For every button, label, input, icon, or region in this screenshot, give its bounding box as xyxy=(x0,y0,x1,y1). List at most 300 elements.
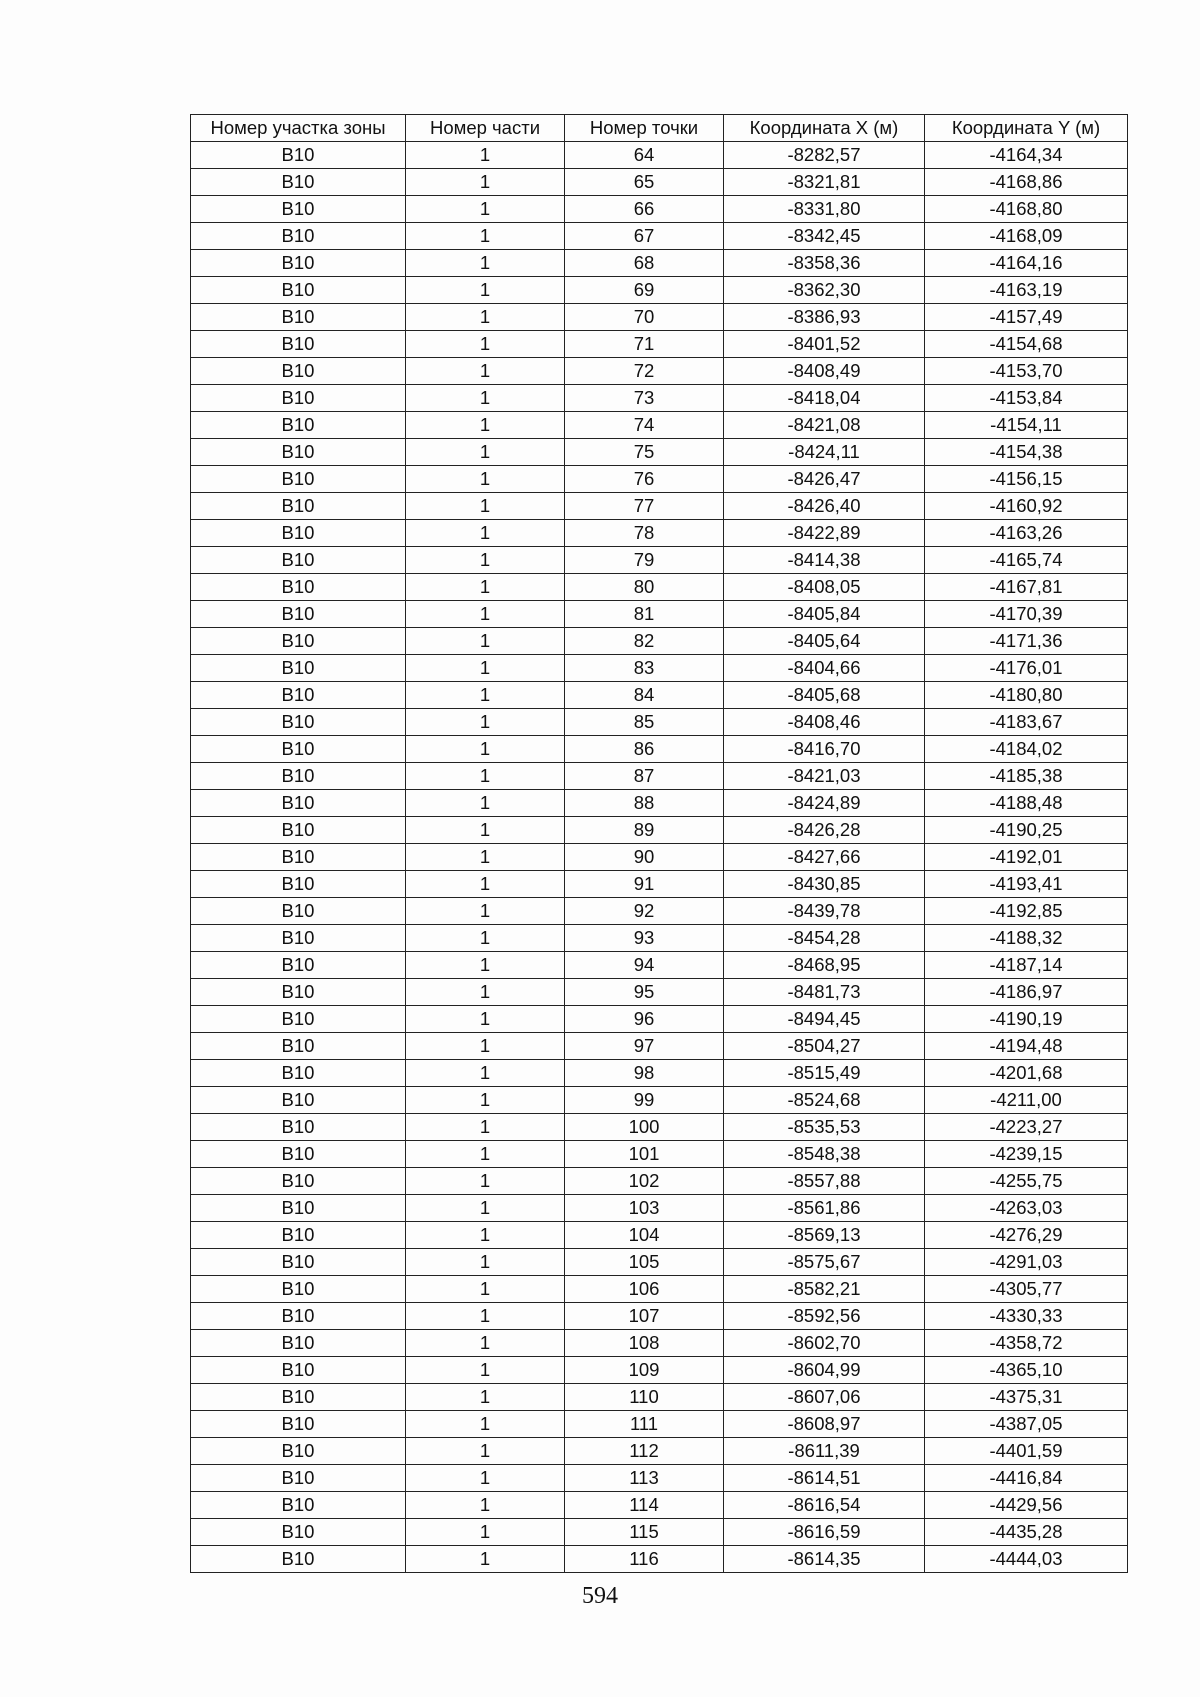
cell-coordinate-x: -8424,89 xyxy=(724,790,925,817)
cell-part-number: 1 xyxy=(406,952,565,979)
cell-point-number: 79 xyxy=(565,547,724,574)
cell-part-number: 1 xyxy=(406,655,565,682)
table-row xyxy=(191,1060,1128,1087)
cell-coordinate-x: -8592,56 xyxy=(724,1303,925,1330)
cell-coordinate-y: -4239,15 xyxy=(925,1141,1128,1168)
cell-coordinate-y: -4365,10 xyxy=(925,1357,1128,1384)
cell-coordinate-y: -4193,41 xyxy=(925,871,1128,898)
cell-coordinate-x: -8405,68 xyxy=(724,682,925,709)
cell-coordinate-x: -8342,45 xyxy=(724,223,925,250)
cell-zone-section: B10 xyxy=(191,142,406,169)
cell-point-number: 97 xyxy=(565,1033,724,1060)
cell-coordinate-x: -8424,11 xyxy=(724,439,925,466)
cell-coordinate-y: -4187,14 xyxy=(925,952,1128,979)
cell-part-number: 1 xyxy=(406,1141,565,1168)
cell-coordinate-x: -8405,64 xyxy=(724,628,925,655)
cell-coordinate-x: -8575,67 xyxy=(724,1249,925,1276)
table-row xyxy=(191,898,1128,925)
cell-coordinate-x: -8569,13 xyxy=(724,1222,925,1249)
cell-coordinate-x: -8416,70 xyxy=(724,736,925,763)
table-row xyxy=(191,358,1128,385)
cell-coordinate-y: -4163,26 xyxy=(925,520,1128,547)
cell-part-number: 1 xyxy=(406,1249,565,1276)
cell-point-number: 83 xyxy=(565,655,724,682)
cell-coordinate-y: -4180,80 xyxy=(925,682,1128,709)
cell-coordinate-y: -4429,56 xyxy=(925,1492,1128,1519)
cell-part-number: 1 xyxy=(406,1519,565,1546)
cell-coordinate-y: -4416,84 xyxy=(925,1465,1128,1492)
cell-coordinate-y: -4165,74 xyxy=(925,547,1128,574)
cell-coordinate-x: -8331,80 xyxy=(724,196,925,223)
table-row xyxy=(191,628,1128,655)
table-row xyxy=(191,871,1128,898)
cell-point-number: 82 xyxy=(565,628,724,655)
table-row xyxy=(191,1492,1128,1519)
cell-part-number: 1 xyxy=(406,709,565,736)
cell-coordinate-y: -4401,59 xyxy=(925,1438,1128,1465)
table-row xyxy=(191,1087,1128,1114)
cell-point-number: 103 xyxy=(565,1195,724,1222)
cell-zone-section: B10 xyxy=(191,304,406,331)
cell-coordinate-y: -4387,05 xyxy=(925,1411,1128,1438)
table-row xyxy=(191,1465,1128,1492)
cell-part-number: 1 xyxy=(406,493,565,520)
cell-point-number: 86 xyxy=(565,736,724,763)
cell-part-number: 1 xyxy=(406,1492,565,1519)
cell-zone-section: B10 xyxy=(191,601,406,628)
cell-point-number: 115 xyxy=(565,1519,724,1546)
cell-zone-section: B10 xyxy=(191,1222,406,1249)
cell-coordinate-y: -4183,67 xyxy=(925,709,1128,736)
cell-coordinate-y: -4153,70 xyxy=(925,358,1128,385)
cell-coordinate-x: -8430,85 xyxy=(724,871,925,898)
header-part-number: Номер части xyxy=(406,115,565,142)
table-row xyxy=(191,1114,1128,1141)
cell-coordinate-y: -4192,85 xyxy=(925,898,1128,925)
table-row xyxy=(191,466,1128,493)
cell-part-number: 1 xyxy=(406,628,565,655)
cell-coordinate-x: -8408,05 xyxy=(724,574,925,601)
cell-coordinate-y: -4192,01 xyxy=(925,844,1128,871)
cell-coordinate-y: -4358,72 xyxy=(925,1330,1128,1357)
cell-coordinate-x: -8426,40 xyxy=(724,493,925,520)
cell-coordinate-x: -8358,36 xyxy=(724,250,925,277)
cell-part-number: 1 xyxy=(406,439,565,466)
cell-coordinate-y: -4188,32 xyxy=(925,925,1128,952)
cell-point-number: 74 xyxy=(565,412,724,439)
cell-part-number: 1 xyxy=(406,358,565,385)
cell-part-number: 1 xyxy=(406,1114,565,1141)
cell-coordinate-y: -4435,28 xyxy=(925,1519,1128,1546)
cell-zone-section: B10 xyxy=(191,1411,406,1438)
table-row xyxy=(191,493,1128,520)
cell-coordinate-y: -4167,81 xyxy=(925,574,1128,601)
cell-coordinate-y: -4157,49 xyxy=(925,304,1128,331)
cell-point-number: 76 xyxy=(565,466,724,493)
table-row xyxy=(191,790,1128,817)
cell-coordinate-x: -8515,49 xyxy=(724,1060,925,1087)
header-point-number: Номер точки xyxy=(565,115,724,142)
cell-part-number: 1 xyxy=(406,979,565,1006)
table-row xyxy=(191,574,1128,601)
table-row xyxy=(191,1384,1128,1411)
cell-zone-section: B10 xyxy=(191,1465,406,1492)
cell-coordinate-x: -8408,46 xyxy=(724,709,925,736)
cell-coordinate-y: -4263,03 xyxy=(925,1195,1128,1222)
cell-part-number: 1 xyxy=(406,790,565,817)
cell-part-number: 1 xyxy=(406,277,565,304)
cell-zone-section: B10 xyxy=(191,709,406,736)
cell-zone-section: B10 xyxy=(191,628,406,655)
cell-zone-section: B10 xyxy=(191,1546,406,1573)
cell-zone-section: B10 xyxy=(191,466,406,493)
cell-part-number: 1 xyxy=(406,142,565,169)
cell-coordinate-y: -4201,68 xyxy=(925,1060,1128,1087)
cell-zone-section: B10 xyxy=(191,1357,406,1384)
cell-part-number: 1 xyxy=(406,601,565,628)
cell-coordinate-y: -4168,80 xyxy=(925,196,1128,223)
table-row xyxy=(191,763,1128,790)
cell-point-number: 70 xyxy=(565,304,724,331)
table-row xyxy=(191,1222,1128,1249)
table-row xyxy=(191,1411,1128,1438)
cell-part-number: 1 xyxy=(406,1357,565,1384)
table-row xyxy=(191,655,1128,682)
cell-coordinate-x: -8504,27 xyxy=(724,1033,925,1060)
cell-coordinate-x: -8494,45 xyxy=(724,1006,925,1033)
cell-coordinate-y: -4185,38 xyxy=(925,763,1128,790)
table-row xyxy=(191,736,1128,763)
cell-coordinate-y: -4170,39 xyxy=(925,601,1128,628)
cell-coordinate-y: -4291,03 xyxy=(925,1249,1128,1276)
cell-part-number: 1 xyxy=(406,1060,565,1087)
cell-coordinate-x: -8616,54 xyxy=(724,1492,925,1519)
cell-zone-section: B10 xyxy=(191,1519,406,1546)
cell-coordinate-x: -8614,35 xyxy=(724,1546,925,1573)
cell-part-number: 1 xyxy=(406,817,565,844)
cell-point-number: 98 xyxy=(565,1060,724,1087)
cell-coordinate-y: -4160,92 xyxy=(925,493,1128,520)
cell-point-number: 92 xyxy=(565,898,724,925)
cell-point-number: 96 xyxy=(565,1006,724,1033)
cell-point-number: 109 xyxy=(565,1357,724,1384)
cell-zone-section: B10 xyxy=(191,547,406,574)
table-row xyxy=(191,304,1128,331)
header-coordinate-y: Координата Y (м) xyxy=(925,115,1128,142)
cell-coordinate-x: -8321,81 xyxy=(724,169,925,196)
table-row xyxy=(191,952,1128,979)
table-row xyxy=(191,1438,1128,1465)
cell-part-number: 1 xyxy=(406,223,565,250)
cell-coordinate-x: -8614,51 xyxy=(724,1465,925,1492)
cell-point-number: 116 xyxy=(565,1546,724,1573)
cell-coordinate-y: -4186,97 xyxy=(925,979,1128,1006)
cell-zone-section: B10 xyxy=(191,763,406,790)
cell-coordinate-y: -4194,48 xyxy=(925,1033,1128,1060)
cell-part-number: 1 xyxy=(406,1303,565,1330)
cell-coordinate-y: -4171,36 xyxy=(925,628,1128,655)
cell-point-number: 113 xyxy=(565,1465,724,1492)
cell-coordinate-x: -8422,89 xyxy=(724,520,925,547)
cell-zone-section: B10 xyxy=(191,223,406,250)
cell-point-number: 101 xyxy=(565,1141,724,1168)
cell-coordinate-x: -8582,21 xyxy=(724,1276,925,1303)
cell-zone-section: B10 xyxy=(191,925,406,952)
table-row xyxy=(191,682,1128,709)
cell-zone-section: B10 xyxy=(191,439,406,466)
cell-coordinate-x: -8408,49 xyxy=(724,358,925,385)
table-row xyxy=(191,1303,1128,1330)
table-row xyxy=(191,817,1128,844)
cell-point-number: 108 xyxy=(565,1330,724,1357)
cell-point-number: 99 xyxy=(565,1087,724,1114)
table-row xyxy=(191,1546,1128,1573)
cell-part-number: 1 xyxy=(406,1438,565,1465)
cell-part-number: 1 xyxy=(406,1465,565,1492)
table-row xyxy=(191,1330,1128,1357)
cell-zone-section: B10 xyxy=(191,169,406,196)
cell-zone-section: B10 xyxy=(191,952,406,979)
cell-zone-section: B10 xyxy=(191,1060,406,1087)
table-row xyxy=(191,1519,1128,1546)
cell-point-number: 69 xyxy=(565,277,724,304)
cell-point-number: 72 xyxy=(565,358,724,385)
cell-part-number: 1 xyxy=(406,412,565,439)
cell-coordinate-y: -4168,09 xyxy=(925,223,1128,250)
table-row xyxy=(191,1141,1128,1168)
table-row xyxy=(191,1168,1128,1195)
cell-coordinate-y: -4223,27 xyxy=(925,1114,1128,1141)
cell-coordinate-x: -8548,38 xyxy=(724,1141,925,1168)
table-header xyxy=(191,115,1128,142)
cell-point-number: 107 xyxy=(565,1303,724,1330)
cell-part-number: 1 xyxy=(406,1411,565,1438)
table-row xyxy=(191,331,1128,358)
cell-coordinate-y: -4164,34 xyxy=(925,142,1128,169)
cell-point-number: 65 xyxy=(565,169,724,196)
cell-coordinate-x: -8607,06 xyxy=(724,1384,925,1411)
cell-point-number: 87 xyxy=(565,763,724,790)
cell-point-number: 81 xyxy=(565,601,724,628)
cell-coordinate-y: -4190,25 xyxy=(925,817,1128,844)
cell-coordinate-x: -8405,84 xyxy=(724,601,925,628)
cell-part-number: 1 xyxy=(406,169,565,196)
cell-coordinate-y: -4153,84 xyxy=(925,385,1128,412)
cell-zone-section: B10 xyxy=(191,385,406,412)
cell-coordinate-x: -8421,03 xyxy=(724,763,925,790)
table-row xyxy=(191,250,1128,277)
cell-point-number: 67 xyxy=(565,223,724,250)
cell-part-number: 1 xyxy=(406,871,565,898)
table-row xyxy=(191,385,1128,412)
table-row xyxy=(191,925,1128,952)
cell-part-number: 1 xyxy=(406,682,565,709)
cell-coordinate-x: -8602,70 xyxy=(724,1330,925,1357)
cell-zone-section: B10 xyxy=(191,736,406,763)
cell-zone-section: B10 xyxy=(191,1249,406,1276)
cell-zone-section: B10 xyxy=(191,655,406,682)
cell-zone-section: B10 xyxy=(191,520,406,547)
cell-coordinate-y: -4154,11 xyxy=(925,412,1128,439)
table-row xyxy=(191,412,1128,439)
table-row xyxy=(191,1357,1128,1384)
cell-coordinate-x: -8454,28 xyxy=(724,925,925,952)
cell-part-number: 1 xyxy=(406,1276,565,1303)
cell-coordinate-x: -8362,30 xyxy=(724,277,925,304)
cell-point-number: 64 xyxy=(565,142,724,169)
table-row xyxy=(191,196,1128,223)
table-row xyxy=(191,979,1128,1006)
cell-point-number: 73 xyxy=(565,385,724,412)
cell-point-number: 110 xyxy=(565,1384,724,1411)
cell-coordinate-x: -8282,57 xyxy=(724,142,925,169)
cell-coordinate-y: -4184,02 xyxy=(925,736,1128,763)
cell-part-number: 1 xyxy=(406,196,565,223)
table-row xyxy=(191,844,1128,871)
cell-zone-section: B10 xyxy=(191,1384,406,1411)
table-row xyxy=(191,1249,1128,1276)
cell-zone-section: B10 xyxy=(191,412,406,439)
table-row xyxy=(191,1006,1128,1033)
cell-coordinate-x: -8427,66 xyxy=(724,844,925,871)
table-row xyxy=(191,1033,1128,1060)
cell-zone-section: B10 xyxy=(191,1438,406,1465)
cell-point-number: 88 xyxy=(565,790,724,817)
cell-part-number: 1 xyxy=(406,1168,565,1195)
table-row xyxy=(191,709,1128,736)
cell-part-number: 1 xyxy=(406,1033,565,1060)
cell-zone-section: B10 xyxy=(191,871,406,898)
cell-part-number: 1 xyxy=(406,547,565,574)
table-row xyxy=(191,547,1128,574)
cell-zone-section: B10 xyxy=(191,250,406,277)
cell-zone-section: B10 xyxy=(191,1168,406,1195)
cell-point-number: 106 xyxy=(565,1276,724,1303)
cell-point-number: 75 xyxy=(565,439,724,466)
cell-point-number: 94 xyxy=(565,952,724,979)
table-row xyxy=(191,439,1128,466)
cell-zone-section: B10 xyxy=(191,277,406,304)
cell-point-number: 93 xyxy=(565,925,724,952)
cell-part-number: 1 xyxy=(406,1087,565,1114)
cell-zone-section: B10 xyxy=(191,493,406,520)
cell-zone-section: B10 xyxy=(191,574,406,601)
cell-coordinate-x: -8404,66 xyxy=(724,655,925,682)
cell-coordinate-y: -4330,33 xyxy=(925,1303,1128,1330)
cell-zone-section: B10 xyxy=(191,817,406,844)
cell-coordinate-y: -4176,01 xyxy=(925,655,1128,682)
table-row xyxy=(191,1195,1128,1222)
cell-coordinate-x: -8401,52 xyxy=(724,331,925,358)
cell-point-number: 85 xyxy=(565,709,724,736)
cell-part-number: 1 xyxy=(406,304,565,331)
cell-part-number: 1 xyxy=(406,736,565,763)
table-row xyxy=(191,169,1128,196)
cell-point-number: 114 xyxy=(565,1492,724,1519)
cell-point-number: 104 xyxy=(565,1222,724,1249)
cell-point-number: 89 xyxy=(565,817,724,844)
cell-coordinate-x: -8561,86 xyxy=(724,1195,925,1222)
cell-point-number: 90 xyxy=(565,844,724,871)
cell-coordinate-x: -8418,04 xyxy=(724,385,925,412)
cell-point-number: 112 xyxy=(565,1438,724,1465)
coordinates-table xyxy=(190,114,1128,1573)
cell-coordinate-y: -4276,29 xyxy=(925,1222,1128,1249)
cell-zone-section: B10 xyxy=(191,979,406,1006)
cell-part-number: 1 xyxy=(406,1330,565,1357)
table-row xyxy=(191,520,1128,547)
cell-coordinate-y: -4375,31 xyxy=(925,1384,1128,1411)
cell-coordinate-x: -8535,53 xyxy=(724,1114,925,1141)
cell-part-number: 1 xyxy=(406,466,565,493)
header-zone-section: Номер участка зоны xyxy=(191,115,406,142)
cell-zone-section: B10 xyxy=(191,1033,406,1060)
cell-zone-section: B10 xyxy=(191,898,406,925)
header-coordinate-x: Координата X (м) xyxy=(724,115,925,142)
cell-zone-section: B10 xyxy=(191,331,406,358)
cell-coordinate-y: -4190,19 xyxy=(925,1006,1128,1033)
cell-coordinate-y: -4163,19 xyxy=(925,277,1128,304)
cell-point-number: 111 xyxy=(565,1411,724,1438)
cell-zone-section: B10 xyxy=(191,1330,406,1357)
cell-coordinate-x: -8439,78 xyxy=(724,898,925,925)
cell-coordinate-y: -4211,00 xyxy=(925,1087,1128,1114)
cell-point-number: 91 xyxy=(565,871,724,898)
cell-zone-section: B10 xyxy=(191,1303,406,1330)
cell-point-number: 105 xyxy=(565,1249,724,1276)
page-number: 594 xyxy=(582,1583,618,1609)
cell-coordinate-y: -4168,86 xyxy=(925,169,1128,196)
cell-coordinate-y: -4154,38 xyxy=(925,439,1128,466)
cell-coordinate-y: -4305,77 xyxy=(925,1276,1128,1303)
cell-zone-section: B10 xyxy=(191,1492,406,1519)
cell-zone-section: B10 xyxy=(191,1114,406,1141)
cell-zone-section: B10 xyxy=(191,1195,406,1222)
cell-zone-section: B10 xyxy=(191,196,406,223)
cell-coordinate-y: -4255,75 xyxy=(925,1168,1128,1195)
cell-coordinate-x: -8481,73 xyxy=(724,979,925,1006)
cell-coordinate-y: -4188,48 xyxy=(925,790,1128,817)
cell-coordinate-x: -8426,28 xyxy=(724,817,925,844)
cell-point-number: 102 xyxy=(565,1168,724,1195)
cell-coordinate-y: -4444,03 xyxy=(925,1546,1128,1573)
cell-point-number: 100 xyxy=(565,1114,724,1141)
cell-zone-section: B10 xyxy=(191,1276,406,1303)
cell-point-number: 78 xyxy=(565,520,724,547)
cell-coordinate-y: -4156,15 xyxy=(925,466,1128,493)
cell-zone-section: B10 xyxy=(191,358,406,385)
cell-coordinate-x: -8611,39 xyxy=(724,1438,925,1465)
cell-coordinate-x: -8414,38 xyxy=(724,547,925,574)
cell-point-number: 77 xyxy=(565,493,724,520)
cell-zone-section: B10 xyxy=(191,1141,406,1168)
cell-zone-section: B10 xyxy=(191,790,406,817)
cell-coordinate-x: -8604,99 xyxy=(724,1357,925,1384)
cell-part-number: 1 xyxy=(406,844,565,871)
cell-coordinate-y: -4164,16 xyxy=(925,250,1128,277)
cell-part-number: 1 xyxy=(406,331,565,358)
cell-zone-section: B10 xyxy=(191,682,406,709)
cell-part-number: 1 xyxy=(406,763,565,790)
cell-part-number: 1 xyxy=(406,1006,565,1033)
cell-point-number: 84 xyxy=(565,682,724,709)
cell-point-number: 66 xyxy=(565,196,724,223)
cell-point-number: 68 xyxy=(565,250,724,277)
header-row xyxy=(191,115,1128,142)
cell-point-number: 95 xyxy=(565,979,724,1006)
cell-part-number: 1 xyxy=(406,250,565,277)
cell-part-number: 1 xyxy=(406,1195,565,1222)
